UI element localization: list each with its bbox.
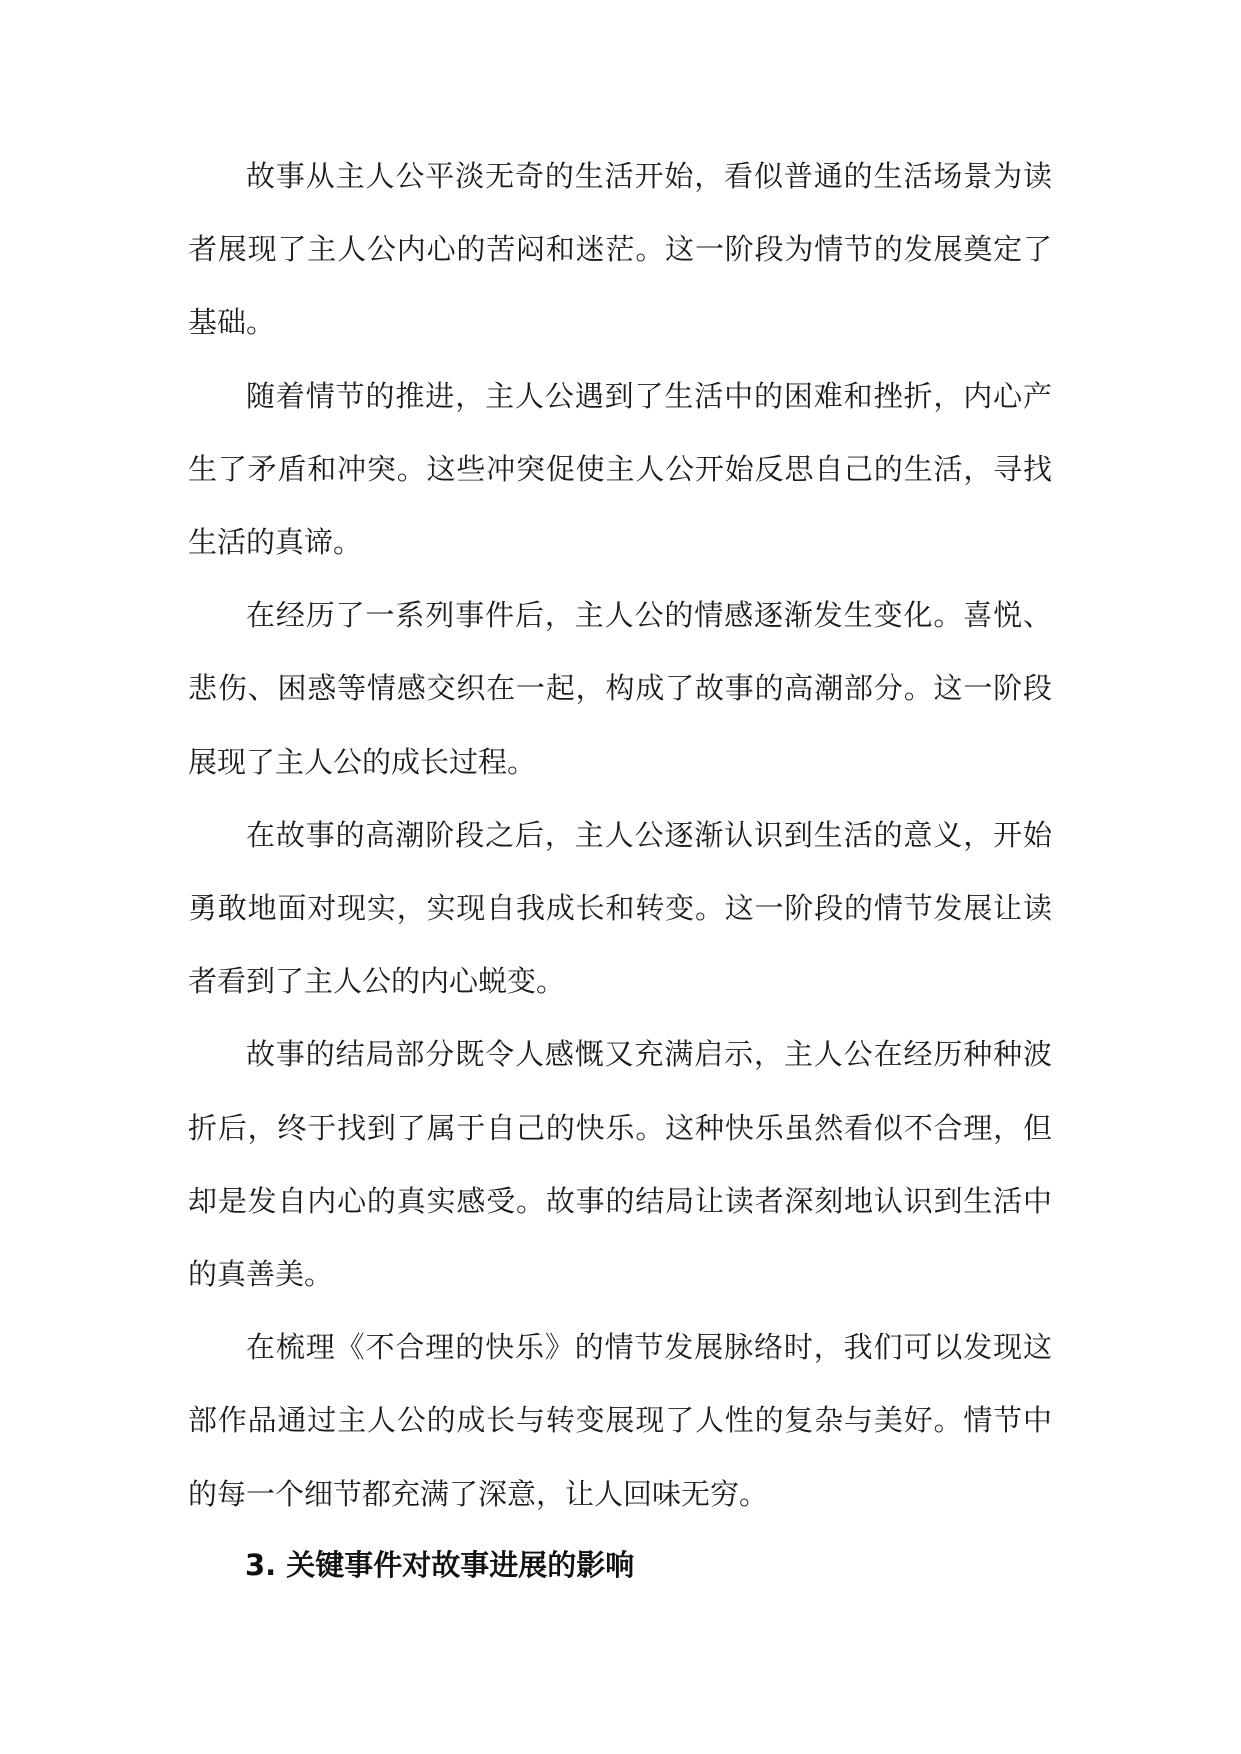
body-text (188, 140, 1052, 1531)
paragraph-6: 在梳理《不合理的快乐》的情节发展脉络时，我们可以发现这部作品通过主人公的成长与转变展现了人性的复杂与美好。情节中的每一个细节都充满了深意，让人回味无穷。 (188, 1330, 1052, 1511)
section-title: 关键事件对故事进展的影响 (286, 1548, 635, 1582)
paragraph-1: 故事从主人公平淡无奇的生活开始，看似普通的生活场景为读者展现了主人公内心的苦闷和迷茫。这一阶段为情节的发展奠定了基础。 (188, 159, 1052, 340)
paragraph-2: 随着情节的推进，主人公遇到了生活中的困难和挫折，内心产生了矛盾和冲突。这些冲突促使主人公开始反思自己的生活，寻找生活的真谛。 (188, 378, 1052, 560)
section-number: 3. (245, 1548, 277, 1582)
paragraph-4: 在故事的高潮阶段之后，主人公逐渐认识到生活的意义，开始勇敢地面对现实，实现自我成长和转变。这一阶段的情节发展让读者看到了主人公的内心蜕变。 (188, 817, 1052, 999)
paragraph-5: 故事的结局部分既令人感慨又充满启示，主人公在经历种种波折后，终于找到了属于自己的快乐。这种快乐虽然看似不合理，但却是发自内心的真实感受。故事的结局让读者深刻地认识到生活中的真善美。 (188, 1037, 1052, 1292)
section-heading (245, 1545, 634, 1585)
paragraph-3: 在经历了一系列事件后，主人公的情感逐渐发生变化。喜悦、悲伤、困惑等情感交织在一起，构成了故事的高潮部分。这一阶段展现了主人公的成长过程。 (188, 598, 1052, 779)
